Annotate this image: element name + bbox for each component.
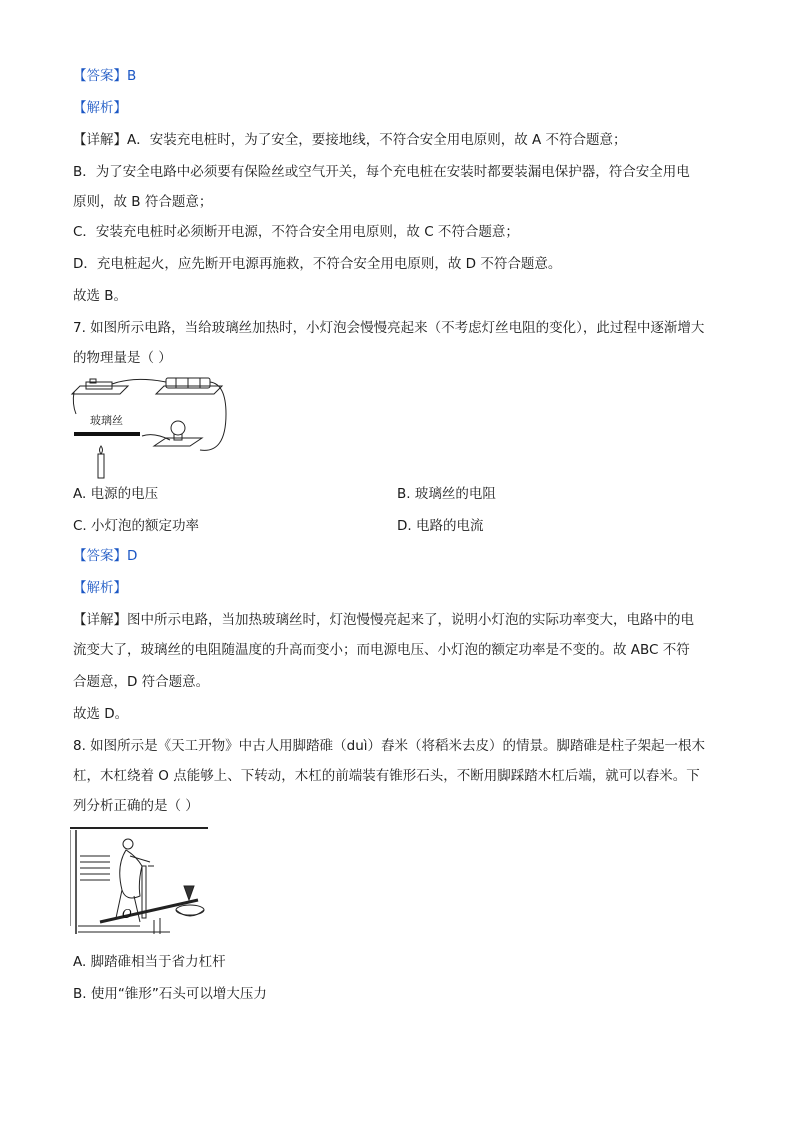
q7-answer: 【答案】D <box>73 548 138 564</box>
q6-detail-line-2: B．为了安全电路中必须要有保险丝或空气开关，每个充电桩在安装时都要装漏电保护器，符合安全用电 <box>73 164 690 180</box>
q8-illustration <box>70 826 212 938</box>
q6-detail-line-3: 原则，故 B 符合题意； <box>73 194 213 210</box>
q8-stem-line-3: 列分析正确的是（ ） <box>73 798 199 814</box>
q7-option-d: D. 电路的电流 <box>397 518 484 534</box>
q8-option-b: B. 使用“锥形”石头可以增大压力 <box>73 986 267 1002</box>
q7-circuit-figure <box>70 374 230 480</box>
q8-stem-line-1: 8. 如图所示是《天工开物》中古人用脚踏碓（duì）舂米（将稻米去皮）的情景。脚踏碓是柱子架起一根木 <box>73 738 706 754</box>
q6-detail-line-1: 【详解】A．安装充电桩时，为了安全，要接地线，不符合安全用电原则，故 A 不符合题意； <box>73 132 627 148</box>
foot-pestle-illustration <box>70 826 212 938</box>
q6-detail-line-5: D．充电桩起火，应先断开电源再施救，不符合安全用电原则，故 D 不符合题意。 <box>73 256 562 272</box>
q7-option-c: C. 小灯泡的额定功率 <box>73 518 200 534</box>
q7-stem-line-1: 7. 如图所示电路，当给玻璃丝加热时，小灯泡会慢慢亮起来（不考虑灯丝电阻的变化），此过程中逐渐增大 <box>73 320 705 336</box>
q7-analysis-heading: 【解析】 <box>73 580 127 596</box>
q8-option-a: A. 脚踏碓相当于省力杠杆 <box>73 954 226 970</box>
q7-detail-line-1: 【详解】图中所示电路，当加热玻璃丝时，灯泡慢慢亮起来了，说明小灯泡的实际功率变大，电路中的电 <box>73 612 694 628</box>
q7-conclusion: 故选 D。 <box>73 706 129 722</box>
glass-rod-label: 玻璃丝 <box>90 414 123 427</box>
q7-detail-line-2: 流变大了，玻璃丝的电阻随温度的升高而变小；而电源电压、小灯泡的额定功率是不变的。故 ABC 不符 <box>73 642 690 658</box>
q6-detail-line-4: C．安装充电桩时必须断开电源，不符合安全用电原则，故 C 不符合题意； <box>73 224 519 240</box>
pivot-label-o: O <box>122 907 132 921</box>
q7-detail-line-3: 合题意，D 符合题意。 <box>73 674 210 690</box>
q7-option-b: B. 玻璃丝的电阻 <box>397 486 496 502</box>
q8-stem-line-2: 杠，木杠绕着 O 点能够上、下转动，木杠的前端装有锥形石头，不断用脚踩踏木杠后端，就可以舂米。下 <box>73 768 700 784</box>
q6-conclusion: 故选 B。 <box>73 288 128 304</box>
q7-stem-line-2: 的物理量是（ ） <box>73 350 172 366</box>
q6-answer: 【答案】B <box>73 68 137 84</box>
circuit-diagram <box>70 374 230 480</box>
q7-option-a: A. 电源的电压 <box>73 486 159 502</box>
q6-analysis-heading: 【解析】 <box>73 100 127 116</box>
